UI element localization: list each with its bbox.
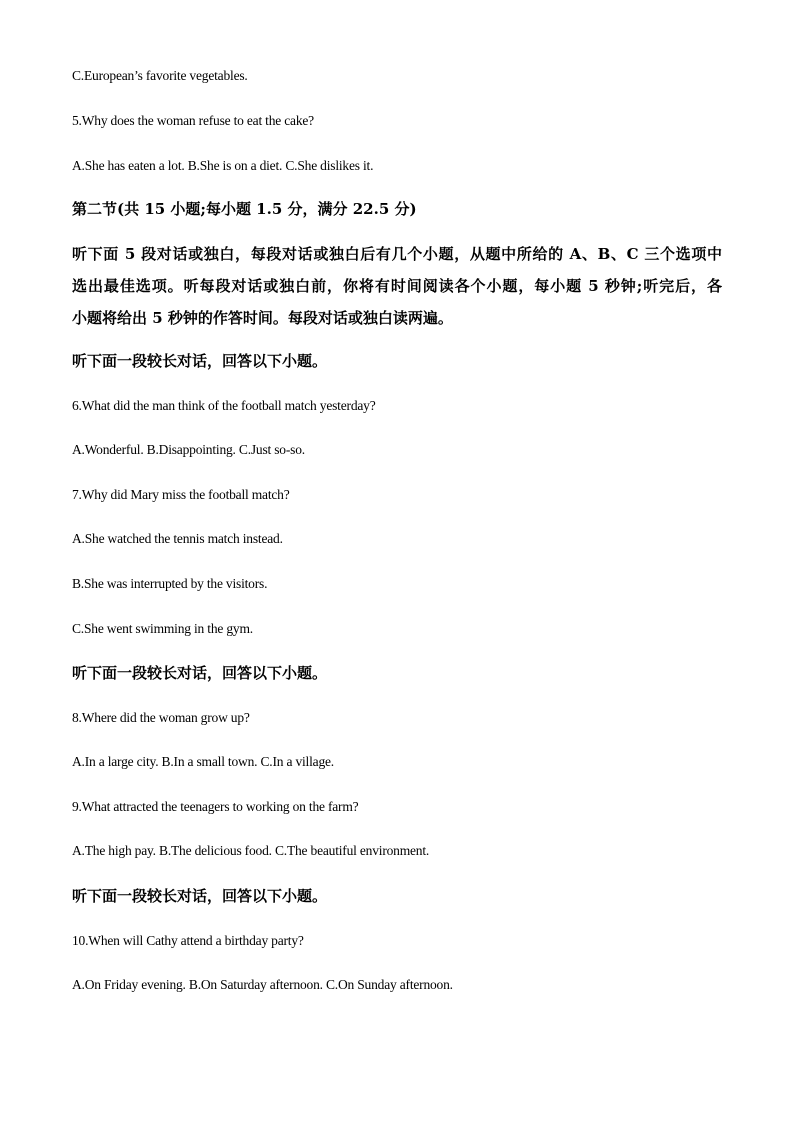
q8-question: 8.Where did the woman grow up?	[72, 710, 250, 725]
q4-option-c: C.European’s favorite vegetables.	[72, 68, 248, 83]
q8-options: A.In a large city. B.In a small town. C.In a village.	[72, 754, 334, 769]
q5-options: A.She has eaten a lot. B.She is on a diet. C.She dislikes it.	[72, 158, 374, 173]
instructions-line-1: 听下面 5 段对话或独白，每段对话或独白后有几个小题，从题中所给的 A、B、C 三个选项中	[72, 245, 722, 263]
q9-question: 9.What attracted the teenagers to working on the farm?	[72, 799, 359, 814]
q7-option-a: A.She watched the tennis match instead.	[72, 531, 283, 546]
section2-heading: 第二节(共 15 小题;每小题 1.5 分，满分 22.5 分)	[72, 200, 417, 218]
q10-question: 10.When will Cathy attend a birthday party?	[72, 933, 304, 948]
q10-options: A.On Friday evening. B.On Saturday afternoon. C.On Sunday afternoon.	[72, 977, 453, 992]
q7-question: 7.Why did Mary miss the football match?	[72, 487, 290, 502]
instructions-line-3: 小题将给出 5 秒钟的作答时间。每段对话或独白读两遍。	[72, 309, 453, 327]
dialogue-prompt-3: 听下面一段较长对话，回答以下小题。	[72, 887, 328, 905]
q6-question: 6.What did the man think of the football match yesterday?	[72, 398, 376, 413]
q7-option-c: C.She went swimming in the gym.	[72, 621, 253, 636]
q6-options: A.Wonderful. B.Disappointing. C.Just so-so.	[72, 442, 305, 457]
instructions-line-2: 选出最佳选项。听每段对话或独白前，你将有时间阅读各个小题，每小题 5 秒钟;听完后，各	[72, 277, 722, 295]
q7-option-b: B.She was interrupted by the visitors.	[72, 576, 268, 591]
q9-options: A.The high pay. B.The delicious food. C.The beautiful environment.	[72, 843, 430, 858]
q5-question: 5.Why does the woman refuse to eat the cake?	[72, 113, 314, 128]
dialogue-prompt-2: 听下面一段较长对话，回答以下小题。	[72, 664, 328, 682]
dialogue-prompt-1: 听下面一段较长对话，回答以下小题。	[72, 352, 328, 370]
